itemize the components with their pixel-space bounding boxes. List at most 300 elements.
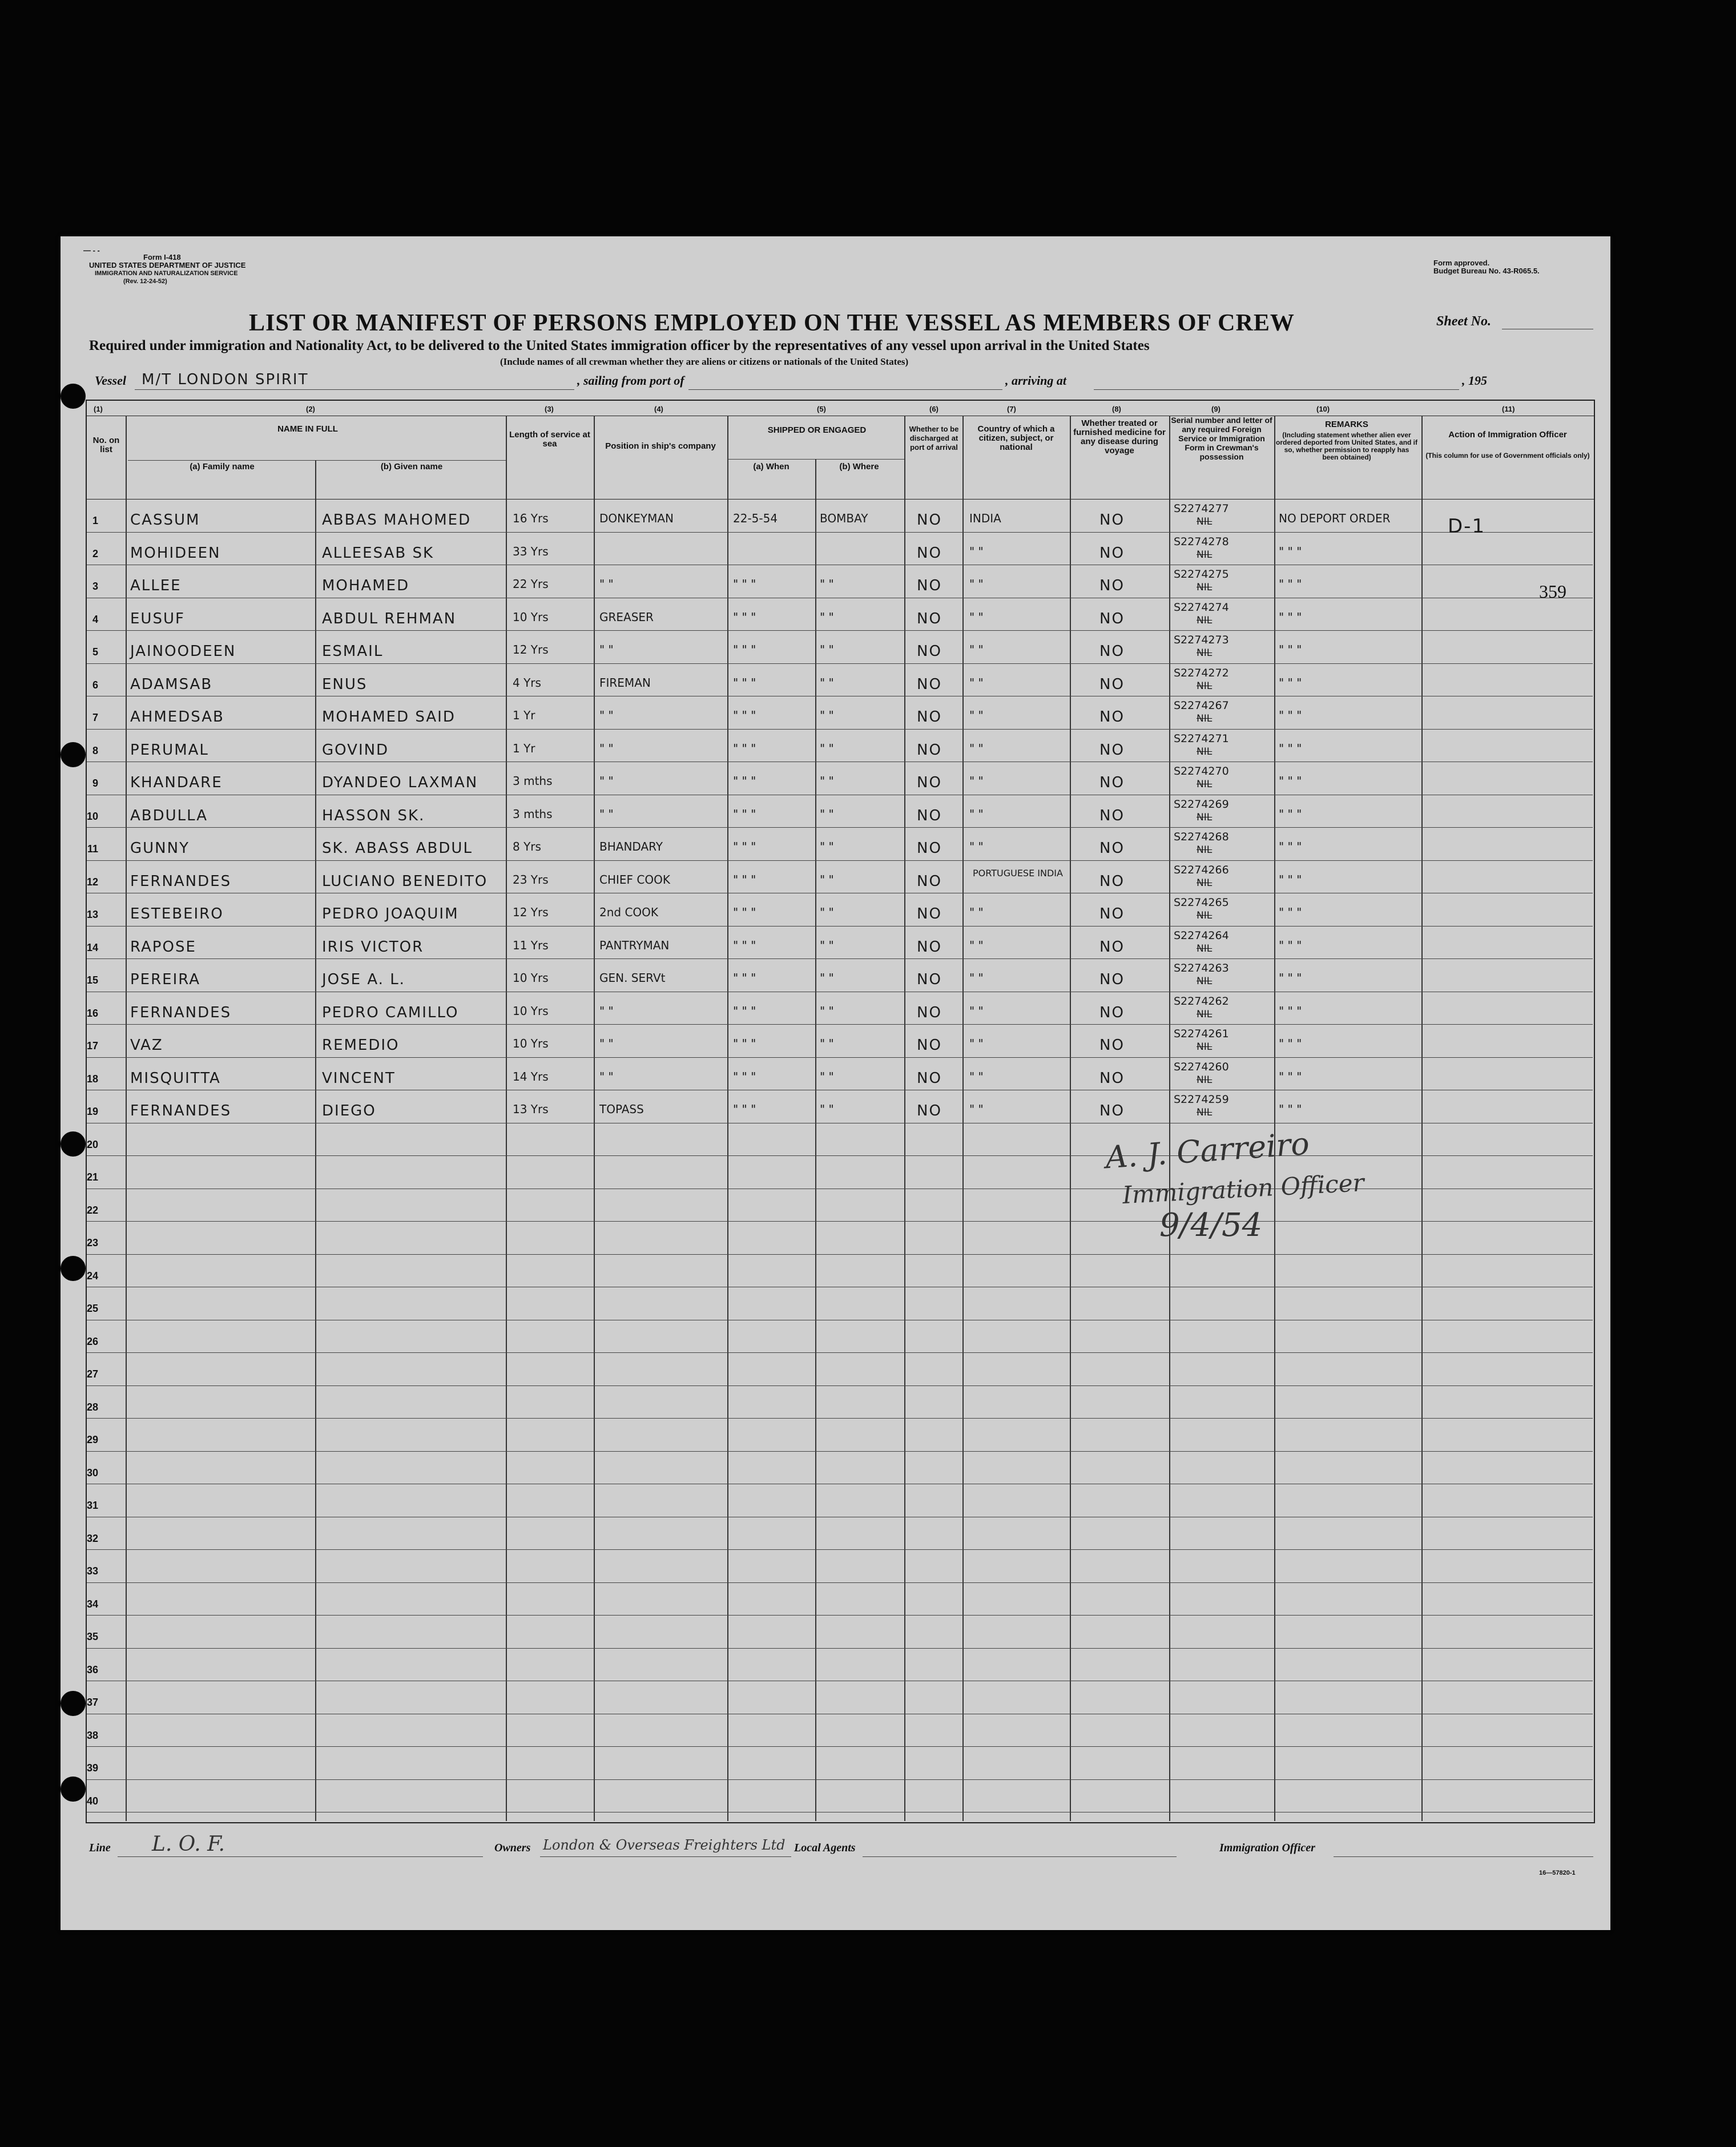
row-number: 26 [86,1335,98,1347]
cell-family: ABDULLA [130,807,208,824]
cell-given: DIEGO [322,1102,376,1119]
cell-where: " " [820,741,834,755]
col5-header: SHIPPED OR ENGAGED [767,425,867,435]
line-label: Line [89,1842,111,1854]
cell-country: " " [969,938,984,952]
row-number: 5 [92,646,98,658]
row-number: 13 [86,909,98,920]
cell-country: " " [969,1004,984,1018]
row-number: 16 [86,1007,98,1019]
cell-remarks: " " " [1279,905,1302,919]
row-rule [87,663,1593,664]
col-line [962,416,964,1821]
cell-country: " " [969,1069,984,1083]
col3-number: (3) [545,405,554,413]
cell-country: " " [969,675,984,690]
cell-treated: NO [1099,872,1125,890]
cell-position: TOPASS [599,1102,644,1116]
cell-discharged: NO [917,840,942,857]
cell-treated: NO [1099,741,1125,759]
cell-when: " " " [733,938,756,952]
cell-length: 14 Yrs [513,1069,549,1083]
cell-country: " " [969,1037,984,1050]
cell-given: ABBAS MAHOMED [322,511,472,529]
cell-remarks: " " " [1279,610,1302,624]
cell-position: " " [599,577,614,591]
cell-treated: NO [1099,511,1125,529]
owners-rule [540,1856,791,1857]
officer-label: Immigration Officer [1219,1842,1315,1854]
cell-remarks: " " " [1279,774,1302,788]
cell-country: " " [969,610,984,624]
row-number: 27 [86,1368,98,1380]
cell-discharged: NO [917,741,942,759]
cell-treated: NO [1099,675,1125,693]
cell-family: KHANDARE [130,774,223,791]
row-rule [87,1352,1593,1353]
row-rule [87,729,1593,730]
binder-hole [61,384,86,409]
cell-treated: NO [1099,1102,1125,1119]
col11-note: (This column for use of Government officials only) [1425,452,1590,460]
cell-where: " " [820,708,834,722]
row-number: 17 [86,1040,98,1052]
cell-when: " " " [733,1102,756,1116]
cell-discharged: NO [917,610,942,627]
cell-discharged: NO [917,1102,942,1119]
cell-treated: NO [1099,774,1125,791]
cell-where: " " [820,872,834,887]
col-line [594,416,595,1821]
cell-when: " " " [733,807,756,821]
cell-treated: NO [1099,938,1125,956]
col4-header: Position in ship's company [605,441,716,451]
row-number: 12 [86,876,98,888]
cell-position: " " [599,643,614,656]
arriving-line [1094,389,1459,390]
col1-header: No. on list [92,436,120,454]
row-number: 37 [86,1697,98,1708]
cell-remarks: " " " [1279,544,1302,558]
col-line [1169,416,1170,1821]
owners-value: London & Overseas Freighters Ltd [543,1837,786,1853]
col5b-header: (b) Where [839,462,879,472]
row-number: 23 [86,1237,98,1248]
cell-length: 4 Yrs [513,675,541,690]
form-subtitle: Required under immigration and Nationality Act, to be delivered to the United States immigration officer by the representatives of any vessel upon arrival in the United States [89,338,1150,353]
col8-number: (8) [1112,405,1121,413]
cell-serial: S2274275 [1174,568,1229,581]
col5a-header: (a) When [753,462,790,472]
cell-country: " " [969,774,984,788]
col3-header: Length of service at sea [509,430,590,449]
row-number: 36 [86,1663,98,1675]
cell-discharged: NO [917,675,942,693]
cell-serial: S2274266 [1174,863,1229,876]
line-value: L. O. F. [152,1832,225,1856]
cell-length: 22 Yrs [513,577,549,591]
cell-country: " " [969,708,984,722]
signature-date: 9/4/54 [1159,1207,1263,1244]
cell-length: 10 Yrs [513,1004,549,1018]
cell-treated: NO [1099,807,1125,824]
cell-serial: S2274267 [1174,699,1229,712]
cell-when: " " " [733,708,756,722]
cell-discharged: NO [917,708,942,726]
cell-remarks: " " " [1279,1102,1302,1116]
shipped-subheader-rule [728,459,904,460]
cell-length: 8 Yrs [513,840,541,853]
cell-treated: NO [1099,1037,1125,1054]
cell-position: " " [599,774,614,788]
col7-number: (7) [1007,405,1016,413]
col2a-header: (a) Family name [190,462,255,472]
cell-serial: S2274265 [1174,896,1229,909]
col-line [315,460,316,1821]
form-subnote: (Include names of all crewman whether they are aliens or citizens or nationals of the United States) [500,356,909,367]
line-rule [118,1856,483,1857]
cell-serial: S2274260 [1174,1060,1229,1073]
row-rule [87,1057,1593,1058]
row-rule [87,958,1593,959]
binder-hole [61,1777,86,1802]
print-code: 16—57820-1 [1539,1870,1576,1876]
col-line [904,416,905,1821]
row-number: 28 [86,1401,98,1413]
cell-form: NIL [1197,1074,1213,1086]
cell-form: NIL [1197,1041,1213,1053]
cell-form: NIL [1197,680,1213,692]
row-number: 11 [87,843,98,855]
cell-serial: S2274259 [1174,1093,1229,1106]
cell-form: NIL [1197,516,1213,527]
cell-serial: S2274273 [1174,634,1229,646]
cell-family: ADAMSAB [130,675,213,693]
service: IMMIGRATION AND NATURALIZATION SERVICE [95,270,238,277]
cell-discharged: NO [917,971,942,988]
cell-discharged: NO [917,643,942,660]
binder-hole [61,1256,86,1281]
cell-where: " " [820,938,834,952]
col-line [1421,416,1423,1821]
cell-discharged: NO [917,807,942,824]
cell-position: GEN. SERVt [599,971,666,985]
col-line [126,416,127,1821]
row-rule [87,1418,1593,1419]
row-number: 7 [92,712,98,723]
col9-header: Serial number and letter of any required Foreign Service or Immigration Form in Crewman's possession [1171,416,1272,461]
cell-treated: NO [1099,708,1125,726]
cell-form: NIL [1197,1008,1213,1020]
col-line [1070,416,1071,1821]
cell-position: " " [599,708,614,722]
binder-hole [61,1131,86,1157]
cell-when: " " " [733,643,756,656]
row-number: 30 [86,1467,98,1479]
binder-hole [61,742,86,767]
cell-form: NIL [1197,582,1213,593]
cell-length: 1 Yr [513,741,535,755]
cell-position: " " [599,1037,614,1050]
col4-number: (4) [654,405,663,413]
cell-treated: NO [1099,840,1125,857]
col1-number: (1) [94,405,103,413]
cell-remarks: " " " [1279,643,1302,656]
cell-length: 16 Yrs [513,511,549,525]
cell-serial: S2274269 [1174,797,1229,811]
cell-form: NIL [1197,1107,1213,1118]
cell-position: PANTRYMAN [599,938,670,952]
cell-treated: NO [1099,1069,1125,1087]
row-number: 20 [86,1138,98,1150]
col2-header: NAME IN FULL [277,424,338,434]
cell-treated: NO [1099,905,1125,923]
row-number: 29 [86,1434,98,1445]
vessel-label: Vessel [95,373,126,388]
cell-form: NIL [1197,976,1213,987]
col11-header: Action of Immigration Officer [1448,430,1567,440]
cell-where: " " [820,971,834,985]
cell-family: VAZ [130,1037,163,1054]
cell-serial: S2274270 [1174,765,1229,778]
cell-discharged: NO [917,872,942,890]
agents-rule [863,1856,1177,1857]
cell-length: 10 Yrs [513,610,549,624]
cell-where: " " [820,774,834,788]
cell-serial: S2274261 [1174,1028,1229,1040]
cell-remarks: " " " [1279,577,1302,591]
cell-discharged: NO [917,938,942,956]
cell-where: " " [820,1069,834,1083]
cell-family: FERNANDES [130,872,232,890]
cell-discharged: NO [917,577,942,594]
cell-given: LUCIANO BENEDITO [322,872,488,890]
col9-number: (9) [1211,405,1221,413]
cell-treated: NO [1099,610,1125,627]
col-line [727,416,728,1821]
cell-length: 1 Yr [513,708,535,722]
manifest-sheet [61,236,1610,1930]
cell-position: DONKEYMAN [599,511,674,525]
col-line [1274,416,1275,1821]
cell-given: VINCENT [322,1069,396,1087]
row-number: 6 [92,679,98,691]
cell-where: " " [820,1102,834,1116]
cell-when: " " " [733,774,756,788]
cell-given: REMEDIO [322,1037,400,1054]
cell-where: " " [820,840,834,853]
col7-header: Country of which a citizen, subject, or national [977,424,1055,452]
cell-given: DYANDEO LAXMAN [322,774,478,791]
cell-when: " " " [733,872,756,887]
cell-discharged: NO [917,1069,942,1087]
sheet-label: Sheet No. [1436,314,1491,329]
row-rule [87,1648,1593,1649]
cell-serial: S2274274 [1174,601,1229,614]
cell-where: " " [820,675,834,690]
cell-given: HASSON SK. [322,807,425,824]
cell-family: ESTEBEIRO [130,905,224,923]
col10-number: (10) [1316,405,1330,413]
row-rule [87,1549,1593,1550]
cell-country: " " [969,971,984,985]
vessel-line [135,389,574,390]
row-rule [87,1385,1593,1386]
form-title: LIST OR MANIFEST OF PERSONS EMPLOYED ON THE VESSEL AS MEMBERS OF CREW [249,310,1295,336]
row-number: 15 [86,974,98,986]
cell-length: 10 Yrs [513,971,549,985]
cell-length: 11 Yrs [513,938,549,952]
cell-when: " " " [733,577,756,591]
row-number: 21 [86,1171,98,1183]
cell-serial: S2274271 [1174,732,1229,745]
cell-where: " " [820,1004,834,1018]
cell-form: NIL [1197,549,1213,561]
agents-label: Local Agents [794,1842,856,1854]
crew-table-frame [86,400,1595,1823]
cell-family: PERUMAL [130,741,209,759]
cell-remarks: NO DEPORT ORDER [1279,511,1391,525]
cell-serial: S2274277 [1174,502,1229,515]
row-number: 4 [92,613,98,625]
cell-given: MOHAMED SAID [322,708,456,726]
cell-discharged: NO [917,905,942,923]
row-number: 3 [92,581,98,592]
cell-remarks: " " " [1279,1004,1302,1018]
row-number: 39 [86,1762,98,1774]
cell-given: ABDUL REHMAN [322,610,457,627]
row-rule [87,1451,1593,1452]
row-rule [87,827,1593,828]
cell-form: NIL [1197,910,1213,921]
budget-bureau: Budget Bureau No. 43-R065.5. [1433,267,1540,275]
cell-family: MISQUITTA [130,1069,221,1087]
row-rule [87,1024,1593,1025]
row-rule [87,1746,1593,1747]
row-rule [87,532,1593,533]
arriving-label: , arriving at [1005,373,1066,388]
row-number: 32 [86,1532,98,1544]
cell-position: BHANDARY [599,840,663,853]
cell-when: " " " [733,971,756,985]
cell-form: NIL [1197,647,1213,659]
row-number: 1 [92,515,98,526]
row-number: 31 [86,1500,98,1511]
row-number: 22 [86,1204,98,1216]
row-rule [87,1221,1593,1222]
cell-treated: NO [1099,577,1125,594]
cell-family: GUNNY [130,840,190,857]
cell-when: " " " [733,1004,756,1018]
cell-position: " " [599,741,614,755]
col11-number: (11) [1502,405,1515,413]
cell-position: " " [599,807,614,821]
cell-given: ENUS [322,675,368,693]
row-number: 25 [86,1303,98,1314]
cell-position: " " [599,1004,614,1018]
cell-country: " " [969,807,984,821]
cell-given: ESMAIL [322,643,384,660]
col5-number: (5) [817,405,826,413]
revision: (Rev. 12-24-52) [123,278,167,285]
officer-title: Immigration Officer [1122,1168,1365,1210]
cell-form: NIL [1197,811,1213,823]
cell-where: " " [820,610,834,624]
cell-serial: S2274268 [1174,831,1229,843]
cell-given: JOSE A. L. [322,971,405,988]
row-rule [87,860,1593,861]
col8-header: Whether treated or furnished medicine for any disease during voyage [1073,418,1166,456]
cell-family: EUSUF [130,610,185,627]
form-number: Form I-418 [143,253,181,261]
cell-discharged: NO [917,511,942,529]
cell-form: NIL [1197,746,1213,758]
cell-where: " " [820,905,834,919]
cell-family: PEREIRA [130,971,201,988]
cell-serial: S2274263 [1174,962,1229,974]
row-number: 2 [92,547,98,559]
cell-given: PEDRO CAMILLO [322,1004,459,1021]
cell-discharged: NO [917,1004,942,1021]
officer-rule [1334,1856,1593,1857]
cell-when: 22-5-54 [733,511,778,525]
cell-when: " " " [733,675,756,690]
cell-country: INDIA [969,511,1001,525]
cell-given: SK. ABASS ABDUL [322,840,473,857]
cell-country: " " [969,544,984,558]
cell-where: " " [820,807,834,821]
cell-country: " " [969,1102,984,1116]
cell-treated: NO [1099,643,1125,660]
cell-remarks: " " " [1279,675,1302,690]
row-number: 24 [86,1270,98,1282]
cell-form: NIL [1197,877,1213,889]
cell-form: NIL [1197,844,1213,856]
cell-family: AHMEDSAB [130,708,224,726]
cell-given: MOHAMED [322,577,410,594]
cell-length: 12 Yrs [513,905,549,919]
col10-note: (Including statement whether alien ever ordered deported from United States, and if so, whether permission to reapply has been obtained) [1275,431,1418,461]
row-rule [87,1582,1593,1583]
cell-length: 23 Yrs [513,872,549,887]
cell-remarks: " " " [1279,872,1302,887]
cell-discharged: NO [917,774,942,791]
cell-remarks: " " " [1279,807,1302,821]
row-number: 34 [86,1598,98,1610]
cell-remarks: " " " [1279,1069,1302,1083]
cell-country: PORTUGUESE INDIA [973,867,1063,879]
cell-position: " " [599,1069,614,1083]
cell-position: CHIEF COOK [599,872,670,887]
cell-given: ALLEESAB SK [322,544,434,562]
cell-when: " " " [733,741,756,755]
cell-discharged: NO [917,1037,942,1054]
col10-header: REMARKS [1325,420,1368,429]
cell-family: FERNANDES [130,1102,232,1119]
row-rule [87,1779,1593,1780]
year-label: , 195 [1462,373,1487,388]
cell-where: BOMBAY [820,511,868,525]
cell-remarks: " " " [1279,938,1302,952]
cell-when: " " " [733,1037,756,1050]
officer-number: 359 [1539,581,1566,602]
cell-family: ALLEE [130,577,182,594]
row-number: 18 [86,1073,98,1085]
col6-number: (6) [929,405,939,413]
cell-form: NIL [1197,779,1213,790]
department: UNITED STATES DEPARTMENT OF JUSTICE [89,261,246,269]
cell-family: FERNANDES [130,1004,232,1021]
